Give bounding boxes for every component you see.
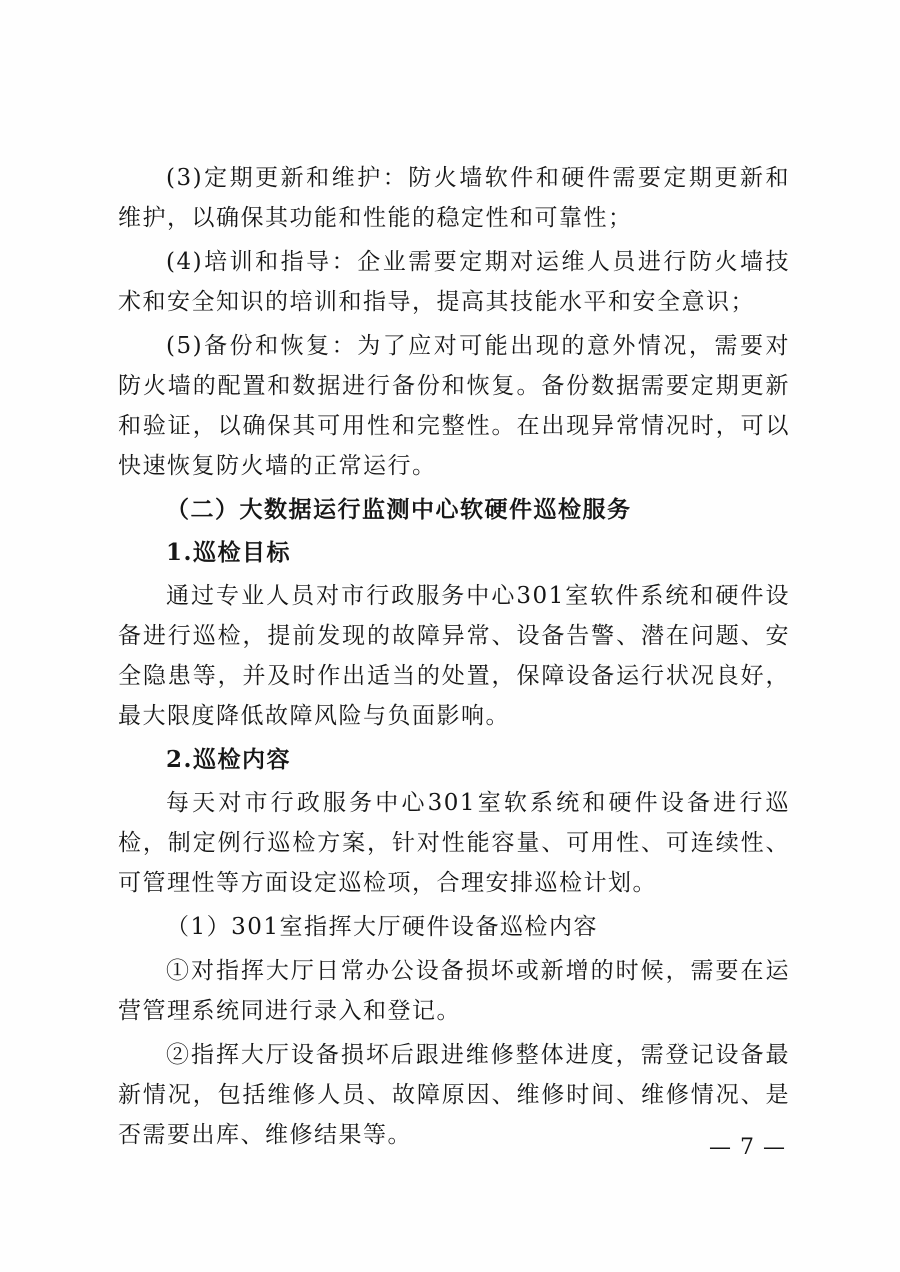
paragraph-inspection-content: 每天对市行政服务中心301室软系统和硬件设备进行巡检，制定例行巡检方案，针对性能容量、可用性、可连续性、可管理性等方面设定巡检项，合理安排巡检计划。: [118, 790, 790, 896]
paragraph-hall-hardware-title: （1）301室指挥大厅硬件设备巡检内容: [166, 914, 599, 940]
section-heading: （二）大数据运行监测中心软硬件巡检服务: [166, 496, 632, 523]
page-number: — 7 —: [709, 1135, 786, 1160]
paragraph-item-2: ②指挥大厅设备损坏后跟进维修整体进度，需登记设备最新情况，包括维修人员、故障原因、维修时间、维修情况、是否需要出库、维修结果等。: [118, 1042, 790, 1148]
paragraph-inspection-goal: 通过专业人员对市行政服务中心301室软件系统和硬件设备进行巡检，提前发现的故障异常、设备告警、潜在问题、安全隐患等，并及时作出适当的处置，保障设备运行状况良好，最大限度降低故障风险与负面影响。: [118, 583, 790, 729]
paragraph-training: (4)培训和指导：企业需要定期对运维人员进行防火墙技术和安全知识的培训和指导，提高其技能水平和安全意识；: [118, 249, 790, 315]
subsection-heading-goal: 1.巡检目标: [166, 539, 292, 566]
paragraph-maintenance: (3)定期更新和维护：防火墙软件和硬件需要定期更新和维护，以确保其功能和性能的稳定性和可靠性；: [118, 165, 790, 231]
paragraph-item-1: ①对指挥大厅日常办公设备损坏或新增的时候，需要在运营管理系统同进行录入和登记。: [118, 958, 790, 1024]
subsection-heading-content: 2.巡检内容: [166, 746, 292, 773]
page-content: [118, 158, 790, 1159]
paragraph-backup: (5)备份和恢复：为了应对可能出现的意外情况，需要对防火墙的配置和数据进行备份和恢复。备份数据需要定期更新和验证，以确保其可用性和完整性。在出现异常情况时，可以快速恢复防火墙的正常运行。: [118, 333, 790, 479]
